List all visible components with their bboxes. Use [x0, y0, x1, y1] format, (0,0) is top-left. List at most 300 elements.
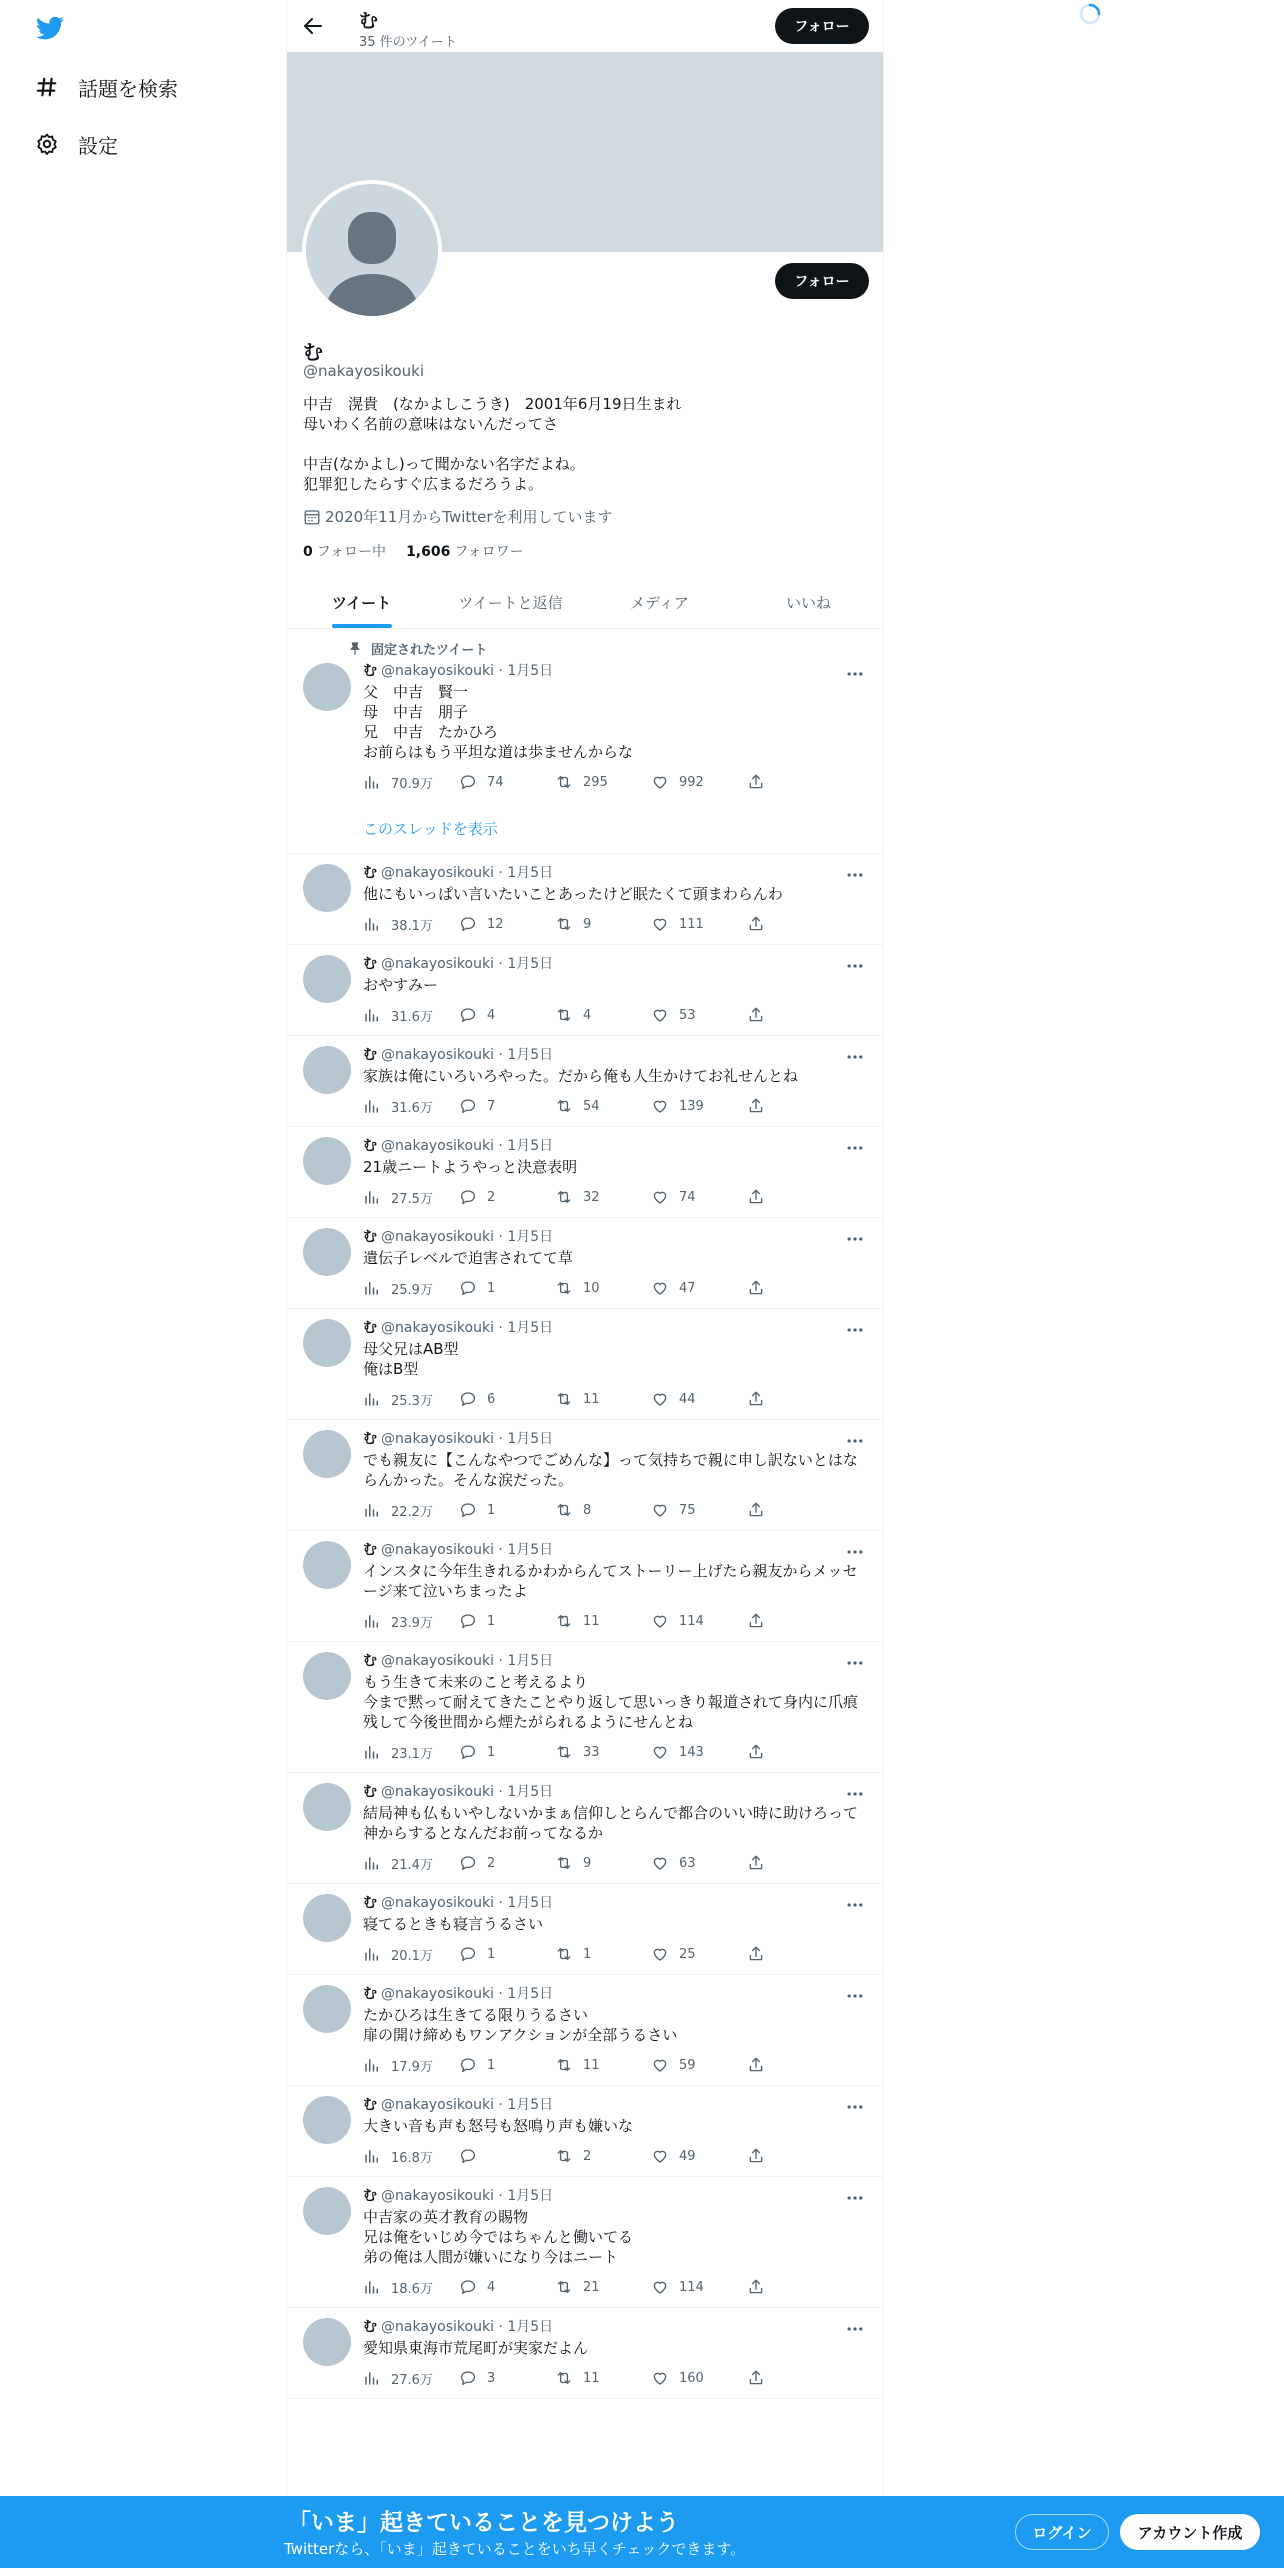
tweet-actions [363, 1005, 867, 1025]
header-name: む [359, 10, 379, 32]
views-button[interactable] [363, 1096, 459, 1116]
avatar[interactable] [303, 2318, 351, 2366]
like-count: 114 [679, 1613, 704, 1629]
views-button[interactable] [363, 772, 459, 792]
following-stat[interactable] [303, 541, 386, 561]
tweet-meta[interactable]: @nakayosikouki · 1月5日 [381, 1895, 554, 1911]
like-button[interactable] [651, 1500, 747, 1520]
views-button[interactable] [363, 1742, 459, 1762]
avatar[interactable] [303, 1894, 351, 1942]
retweet-count: 21 [583, 2279, 600, 2295]
views-button[interactable] [363, 1278, 459, 1298]
retweet-button[interactable] [555, 914, 651, 934]
reply-button[interactable] [459, 1096, 555, 1116]
share-button[interactable] [747, 1500, 777, 1520]
tweet[interactable] [287, 1884, 883, 1975]
tweet-meta[interactable]: @nakayosikouki · 1月5日 [381, 1542, 554, 1558]
views-count: 31.6万 [391, 1009, 433, 1025]
retweet-icon [555, 1390, 573, 1408]
like-button[interactable] [651, 1005, 747, 1025]
share-button[interactable] [747, 2277, 777, 2297]
views-button[interactable] [363, 1500, 459, 1520]
views-button[interactable] [363, 1611, 459, 1631]
tab-media[interactable]: メディア [630, 593, 689, 612]
retweet-button[interactable] [555, 1853, 651, 1873]
tweet-author-name[interactable]: む [363, 865, 377, 881]
like-count: 111 [679, 916, 704, 932]
tweet-actions [363, 2055, 867, 2075]
tweet-meta[interactable]: @nakayosikouki · 1月5日 [381, 1784, 554, 1800]
reply-button[interactable] [459, 1853, 555, 1873]
tweet-author-name[interactable]: む [363, 2319, 377, 2335]
tweet-author-name[interactable]: む [363, 1047, 377, 1063]
tweet-author-name[interactable]: む [363, 956, 377, 972]
profile-avatar[interactable] [302, 180, 442, 320]
reply-button[interactable] [459, 1742, 555, 1762]
tweet-meta[interactable]: @nakayosikouki · 1月5日 [381, 2319, 554, 2335]
more-options-button[interactable] [843, 1987, 867, 2005]
like-button[interactable] [651, 2055, 747, 2075]
tweet-author-name[interactable]: む [363, 1138, 377, 1154]
bottom-bar-title: 「いま」起きていることを見つけよう [288, 2510, 679, 2536]
like-count: 44 [679, 1391, 696, 1407]
tweet-author-name[interactable]: む [363, 1895, 377, 1911]
share-icon [747, 1390, 765, 1408]
share-button[interactable] [747, 914, 777, 934]
reply-button[interactable] [459, 1187, 555, 1207]
tweet-author-name[interactable]: む [363, 1542, 377, 1558]
like-button[interactable] [651, 1742, 747, 1762]
like-button[interactable] [651, 2368, 747, 2388]
tweet[interactable] [287, 1975, 883, 2086]
analytics-icon [363, 915, 381, 933]
retweet-icon [555, 2147, 573, 2165]
followers-stat[interactable] [406, 541, 524, 561]
tab-tweets[interactable]: ツイート [287, 576, 436, 628]
tweet-meta[interactable]: @nakayosikouki · 1月5日 [381, 865, 554, 881]
reply-button[interactable] [459, 1611, 555, 1631]
reply-count: 4 [487, 2279, 496, 2295]
views-count: 27.6万 [391, 2372, 433, 2388]
like-button[interactable] [651, 1611, 747, 1631]
more-dots-icon [845, 1653, 865, 1673]
more-dots-icon [845, 1320, 865, 1340]
avatar[interactable] [303, 1783, 351, 1831]
tweet-meta[interactable]: @nakayosikouki · 1月5日 [381, 1047, 554, 1063]
profile-header-bar [287, 0, 883, 52]
retweet-count: 11 [583, 2057, 600, 2073]
views-count: 23.1万 [391, 1746, 433, 1762]
followers-label: フォロワー [454, 544, 524, 560]
more-options-button[interactable] [843, 1230, 867, 1248]
tweet-actions [363, 1853, 867, 1873]
tweet-actions [363, 2277, 867, 2297]
tab-likes[interactable]: いいね [785, 593, 831, 612]
more-options-button[interactable] [843, 1048, 867, 1066]
reply-button[interactable] [459, 2368, 555, 2388]
tweet-meta[interactable]: @nakayosikouki · 1月5日 [381, 663, 554, 679]
like-button[interactable] [651, 914, 747, 934]
more-dots-icon [845, 956, 865, 976]
share-icon [747, 1006, 765, 1024]
retweet-count: 54 [583, 1098, 600, 1114]
retweet-button[interactable] [555, 1611, 651, 1631]
like-count: 63 [679, 1855, 696, 1871]
header-follow-button[interactable]: フォロー [775, 8, 869, 44]
more-options-button[interactable] [843, 1432, 867, 1450]
more-options-button[interactable] [843, 1654, 867, 1672]
nav-item-label: 話題を検索 [78, 76, 178, 101]
views-button[interactable] [363, 1187, 459, 1207]
tweet-header [363, 1894, 867, 1913]
more-options-button[interactable] [843, 2320, 867, 2338]
views-button[interactable] [363, 2368, 459, 2388]
share-button[interactable] [747, 1005, 777, 1025]
more-dots-icon [845, 1895, 865, 1915]
analytics-icon [363, 2278, 381, 2296]
login-button[interactable]: ログイン [1015, 2514, 1109, 2550]
more-options-button[interactable] [843, 957, 867, 975]
reply-count: 2 [487, 1855, 496, 1871]
avatar[interactable] [303, 864, 351, 912]
more-options-button[interactable] [843, 1785, 867, 1803]
tweet-meta[interactable]: @nakayosikouki · 1月5日 [381, 1986, 554, 2002]
analytics-icon [363, 2369, 381, 2387]
reply-icon [459, 1390, 477, 1408]
tweet-meta[interactable]: @nakayosikouki · 1月5日 [381, 956, 554, 972]
reply-count: 74 [487, 774, 504, 790]
retweet-button[interactable] [555, 1500, 651, 1520]
like-button[interactable] [651, 1853, 747, 1873]
reply-icon [459, 1097, 477, 1115]
tweet[interactable] [287, 1642, 883, 1773]
more-options-button[interactable] [843, 1321, 867, 1339]
share-button[interactable] [747, 1278, 777, 1298]
retweet-button[interactable] [555, 1278, 651, 1298]
more-options-button[interactable] [843, 2189, 867, 2207]
avatar[interactable] [303, 1319, 351, 1367]
tweet[interactable] [287, 1531, 883, 1642]
analytics-icon [363, 1501, 381, 1519]
more-options-button[interactable] [843, 1896, 867, 1914]
retweet-button[interactable] [555, 2055, 651, 2075]
like-button[interactable] [651, 2277, 747, 2297]
like-button[interactable] [651, 1187, 747, 1207]
analytics-icon [363, 1006, 381, 1024]
share-button[interactable] [747, 1742, 777, 1762]
tweet-author-name[interactable]: む [363, 1653, 377, 1669]
share-icon [747, 2147, 765, 2165]
share-icon [747, 1945, 765, 1963]
profile-joined [303, 506, 613, 527]
tweet-text: 他にもいっぱい言いたいことあったけど眠たくて頭まわらんわ [363, 885, 783, 903]
views-count: 25.9万 [391, 1282, 433, 1298]
analytics-icon [363, 1945, 381, 1963]
reply-icon [459, 1612, 477, 1630]
retweet-icon [555, 1279, 573, 1297]
reply-icon [459, 2147, 477, 2165]
tweet-actions [363, 2146, 867, 2166]
retweet-button[interactable] [555, 1742, 651, 1762]
reply-button[interactable] [459, 2055, 555, 2075]
retweet-icon [555, 2369, 573, 2387]
tweet-author-name[interactable]: む [363, 1986, 377, 2002]
retweet-button[interactable] [555, 1005, 651, 1025]
retweet-count: 11 [583, 2370, 600, 2386]
retweet-count: 33 [583, 1744, 600, 1760]
retweet-count: 295 [583, 774, 608, 790]
tweet-actions [363, 1944, 867, 1964]
retweet-count: 2 [583, 2148, 592, 2164]
tweet-actions [363, 1742, 867, 1762]
tweet-author-name[interactable]: む [363, 1784, 377, 1800]
like-button[interactable] [651, 772, 747, 792]
tweet[interactable] [287, 1127, 883, 1218]
share-icon [747, 1097, 765, 1115]
views-button[interactable] [363, 1389, 459, 1409]
avatar[interactable] [303, 1985, 351, 2033]
retweet-count: 8 [583, 1502, 592, 1518]
profile-tabs [287, 576, 883, 629]
more-dots-icon [845, 1431, 865, 1451]
heart-icon [651, 773, 669, 791]
tweet-text: 結局神も仏もいやしないかまぁ信仰しとらんで都合のいい時に助けろって神からするとなんだお前ってなるか [363, 1804, 859, 1842]
views-count: 23.9万 [391, 1615, 433, 1631]
tweet-author-name[interactable]: む [363, 1320, 377, 1336]
share-icon [747, 1501, 765, 1519]
avatar[interactable] [303, 1652, 351, 1700]
share-icon [747, 1279, 765, 1297]
views-count: 18.6万 [391, 2281, 433, 2297]
tweet[interactable] [287, 1773, 883, 1884]
retweet-count: 11 [583, 1391, 600, 1407]
retweet-button[interactable] [555, 772, 651, 792]
avatar[interactable] [303, 955, 351, 1003]
share-button[interactable] [747, 1944, 777, 1964]
retweet-icon [555, 1945, 573, 1963]
nav-item-explore[interactable] [34, 67, 178, 107]
tweet-meta[interactable]: @nakayosikouki · 1月5日 [381, 1229, 554, 1245]
tweet-meta[interactable]: @nakayosikouki · 1月5日 [381, 2097, 554, 2113]
twitter-logo-icon[interactable] [34, 14, 66, 42]
retweet-count: 9 [583, 1855, 592, 1871]
share-button[interactable] [747, 1096, 777, 1116]
more-dots-icon [845, 2319, 865, 2339]
profile-handle: @nakayosikouki [303, 362, 425, 380]
reply-count: 1 [487, 2057, 496, 2073]
calendar-icon [303, 508, 321, 526]
avatar[interactable] [303, 1046, 351, 1094]
reply-button[interactable] [459, 1005, 555, 1025]
like-count: 992 [679, 774, 704, 790]
avatar[interactable] [303, 2096, 351, 2144]
reply-button[interactable] [459, 1278, 555, 1298]
tweet-header [363, 864, 867, 883]
tweet-text: 中吉家の英才教育の賜物 兄は俺をいじめ今ではちゃんと働いてる 弟の俺は人間が嫌いになり今はニート [363, 2208, 634, 2266]
tweet[interactable] [287, 1036, 883, 1127]
tweet[interactable] [287, 1218, 883, 1309]
tweet-author-name[interactable]: む [363, 2097, 377, 2113]
like-button[interactable] [651, 1278, 747, 1298]
tweet-text: 愛知県東海市荒尾町が実家だよん [363, 2339, 589, 2357]
retweet-button[interactable] [555, 1096, 651, 1116]
avatar[interactable] [303, 2187, 351, 2235]
more-dots-icon [845, 2188, 865, 2208]
share-button[interactable] [747, 2368, 777, 2388]
gear-icon [34, 131, 60, 157]
more-options-button[interactable] [843, 665, 867, 683]
profile-bio: 中吉 滉貴 (なかよしこうき) 2001年6月19日生まれ 母いわく名前の意味はないんだってさ 中吉(なかよし)って聞かない名字だよね。 犯罪犯したらすぐ広まるだろうよ。 [303, 395, 682, 493]
tweet-author-name[interactable]: む [363, 1229, 377, 1245]
views-button[interactable] [363, 2277, 459, 2297]
tweet[interactable] [287, 1420, 883, 1531]
retweet-button[interactable] [555, 1187, 651, 1207]
tweet-meta[interactable]: @nakayosikouki · 1月5日 [381, 1320, 554, 1336]
tweet[interactable] [287, 2308, 883, 2399]
tweet-meta[interactable]: @nakayosikouki · 1月5日 [381, 2188, 554, 2204]
like-count: 139 [679, 1098, 704, 1114]
tweet-text: でも親友に【こんなやつでごめんな】って気持ちで親に申し訳ないとはならんかった。そんな涙だった。 [363, 1451, 858, 1489]
header-tweet-count: 35 件のツイート [359, 35, 457, 50]
tweet[interactable] [287, 2086, 883, 2177]
tweet[interactable] [287, 2177, 883, 2308]
tweet[interactable] [287, 1309, 883, 1420]
reply-count: 1 [487, 1946, 496, 1962]
reply-button[interactable] [459, 772, 555, 792]
reply-button[interactable] [459, 1500, 555, 1520]
views-button[interactable] [363, 1944, 459, 1964]
share-icon [747, 915, 765, 933]
like-button[interactable] [651, 1096, 747, 1116]
tweet-meta[interactable]: @nakayosikouki · 1月5日 [381, 1138, 554, 1154]
tweet-author-name[interactable]: む [363, 1431, 377, 1447]
tweet[interactable] [287, 945, 883, 1036]
views-count: 17.9万 [391, 2059, 433, 2075]
share-button[interactable] [747, 772, 777, 792]
retweet-count: 4 [583, 1007, 592, 1023]
avatar[interactable] [303, 1541, 351, 1589]
views-count: 38.1万 [391, 918, 433, 934]
more-dots-icon [845, 1229, 865, 1249]
like-button[interactable] [651, 2146, 747, 2166]
avatar[interactable] [303, 1228, 351, 1276]
bottom-signup-bar [0, 2496, 1284, 2568]
show-thread-link[interactable]: このスレッドを表示 [363, 820, 498, 838]
heart-icon [651, 2147, 669, 2165]
reply-button[interactable] [459, 1944, 555, 1964]
retweet-button[interactable] [555, 2368, 651, 2388]
like-count: 47 [679, 1280, 696, 1296]
followers-count: 1,606 [406, 544, 451, 560]
views-button[interactable] [363, 2146, 459, 2166]
views-button[interactable] [363, 1005, 459, 1025]
share-icon [747, 2056, 765, 2074]
more-options-button[interactable] [843, 866, 867, 884]
tweet[interactable] [287, 854, 883, 945]
reply-icon [459, 1006, 477, 1024]
tweet-author-name[interactable]: む [363, 2188, 377, 2204]
reply-count: 1 [487, 1502, 496, 1518]
tweet-actions [363, 772, 867, 792]
views-button[interactable] [363, 2055, 459, 2075]
back-arrow-icon[interactable] [301, 14, 325, 38]
share-button[interactable] [747, 1611, 777, 1631]
retweet-button[interactable] [555, 2146, 651, 2166]
tweet-text: おやすみー [363, 976, 439, 994]
more-options-button[interactable] [843, 1543, 867, 1561]
share-button[interactable] [747, 1187, 777, 1207]
like-count: 59 [679, 2057, 696, 2073]
retweet-button[interactable] [555, 1944, 651, 1964]
retweet-button[interactable] [555, 1389, 651, 1409]
tweet-text: もう生きて未来のこと考えるより 今まで黙って耐えてきたことやり返して思いっきり報道されて身内に爪痕残して今後世間から煙たがられるようにせんとね [363, 1673, 859, 1731]
avatar[interactable] [303, 663, 351, 711]
tweet-header [363, 1783, 867, 1802]
main-column [286, 0, 884, 2568]
heart-icon [651, 1097, 669, 1115]
tweet[interactable] [287, 629, 883, 854]
tab-tweets-and-replies[interactable]: ツイートと返信 [458, 593, 563, 612]
share-icon [747, 2369, 765, 2387]
reply-button[interactable] [459, 2277, 555, 2297]
heart-icon [651, 2278, 669, 2296]
reply-button[interactable] [459, 2146, 555, 2166]
avatar[interactable] [303, 1430, 351, 1478]
tweet-meta[interactable]: @nakayosikouki · 1月5日 [381, 1431, 554, 1447]
reply-button[interactable] [459, 914, 555, 934]
heart-icon [651, 1279, 669, 1297]
tweet-header [363, 2187, 867, 2206]
reply-button[interactable] [459, 1389, 555, 1409]
reply-icon [459, 1279, 477, 1297]
heart-icon [651, 1188, 669, 1206]
reply-icon [459, 1501, 477, 1519]
share-button[interactable] [747, 2146, 777, 2166]
tweet-header [363, 1652, 867, 1671]
tweet-text: 家族は俺にいろいろやった。だから俺も人生かけてお礼せんとね [363, 1067, 799, 1085]
tweet-text: たかひろは生きてる限りうるさい 扉の開け締めもワンアクションが全部うるさい [363, 2006, 678, 2044]
views-count: 27.5万 [391, 1191, 433, 1207]
tweet-meta[interactable]: @nakayosikouki · 1月5日 [381, 1653, 554, 1669]
reply-count: 1 [487, 1280, 496, 1296]
tweet-actions [363, 2368, 867, 2388]
share-icon [747, 1854, 765, 1872]
share-button[interactable] [747, 2055, 777, 2075]
signup-button[interactable]: アカウント作成 [1120, 2514, 1260, 2550]
share-button[interactable] [747, 1389, 777, 1409]
heart-icon [651, 1743, 669, 1761]
like-button[interactable] [651, 1389, 747, 1409]
views-button[interactable] [363, 914, 459, 934]
views-count: 20.1万 [391, 1948, 433, 1964]
tweet-author-name[interactable]: む [363, 663, 377, 679]
more-options-button[interactable] [843, 2098, 867, 2116]
avatar[interactable] [303, 1137, 351, 1185]
tweet-text: 父 中吉 賢一 母 中吉 朋子 兄 中吉 たかひろ お前らはもう平坦な道は歩ませんからな [363, 683, 634, 761]
views-button[interactable] [363, 1853, 459, 1873]
retweet-button[interactable] [555, 2277, 651, 2297]
reply-icon [459, 1854, 477, 1872]
share-button[interactable] [747, 1853, 777, 1873]
more-dots-icon [845, 2097, 865, 2117]
following-label: フォロー中 [316, 544, 387, 560]
like-button[interactable] [651, 1944, 747, 1964]
retweet-icon [555, 1188, 573, 1206]
nav-item-settings[interactable] [34, 124, 118, 164]
more-options-button[interactable] [843, 1139, 867, 1157]
views-count: 70.9万 [391, 776, 433, 792]
profile-follow-button[interactable]: フォロー [775, 263, 869, 299]
